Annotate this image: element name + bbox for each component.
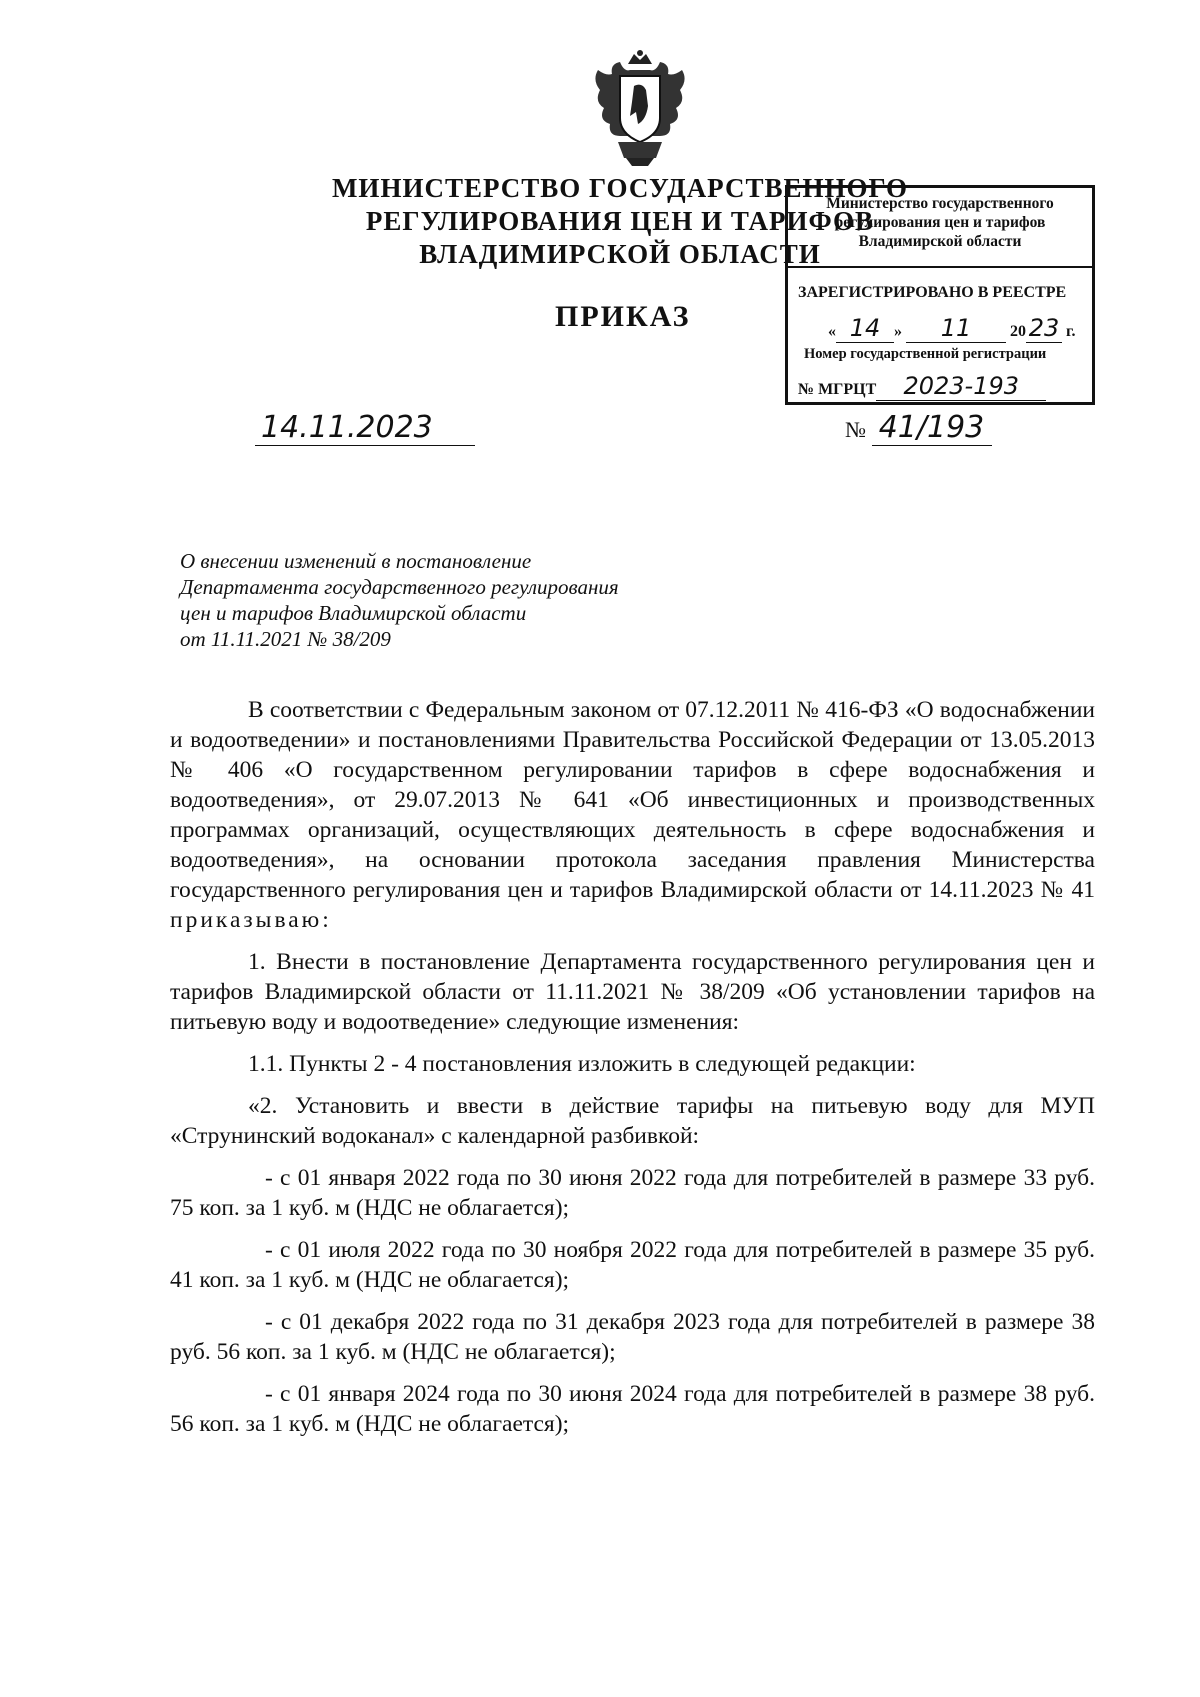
stamp-date-year-mark: г. [1066,323,1076,340]
stamp-date-open-quote: « [828,323,836,340]
stamp-date-month: 11 [940,314,972,342]
stamp-divider [788,266,1092,268]
tariff-item: - с 01 июля 2022 года по 30 ноября 2022 года для потребителей в размере 35 руб. 41 коп. за 1 куб. м (НДС не облагается); [170,1237,1095,1293]
subject-line-4: от 11.11.2021 № 38/209 [180,627,391,651]
subject-line-1: О внесении изменений в постановление [180,549,532,573]
stamp-org-line-1: Министерство государственного [826,195,1054,212]
stamp-organization [788,194,1092,251]
preamble-paragraph [170,695,1095,935]
tariff-item: - с 01 декабря 2022 года по 31 декабря 2023 года для потребителей в размере 38 руб. 56 коп. за 1 куб. м (НДС не облагается); [170,1309,1095,1365]
stamp-date-day: 14 [849,314,881,342]
preamble-text: В соответствии с Федеральным законом от 07.12.2011 № 416-ФЗ «О водоснабжении и водоотведении» и постановлениями Правительства Российской Федерации от 13.05.2013 № 406 «О государственном регулировании тарифов в сфере водоснабжения и водоотведения», от 29.07.2013 № 641 «Об инвестиционных и производственных программах организаций, осуществляющих деятельность в сфере водоснабжения и водоотведения», на основании протокола заседания правления Министерства государственного регулирования цен и тарифов Владимирской области от 14.11.2023 № 41 [170,697,1095,903]
stamp-reg-number [798,372,1046,401]
order-body [170,695,1095,1451]
tariff-item: - с 01 января 2022 года по 30 июня 2022 года для потребителей в размере 33 руб. 75 коп. за 1 куб. м (НДС не облагается); [170,1165,1095,1221]
stamp-org-line-3: Владимирской области [858,233,1022,250]
stamp-date [828,314,1075,343]
item-1-1-paragraph: 1.1. Пункты 2 - 4 постановления изложить в следующей редакции: [248,1051,916,1077]
stamp-registered-label: ЗАРЕГИСТРИРОВАНО В РЕЕСТРЕ [798,284,1067,301]
item-2-paragraph: «2. Установить и ввести в действие тарифы на питьевую воду для МУП «Струнинский водоканал» с календарной разбивкой: [170,1093,1095,1149]
stamp-date-year: 23 [1028,314,1060,342]
item-1-paragraph: 1. Внести в постановление Департамента государственного регулирования цен и тарифов Владимирской области от 11.11.2021 № 38/209 «Об установлении тарифов на питьевую воду и водоотведение» следующие изменения: [170,949,1095,1035]
order-word: приказываю: [170,907,332,933]
stamp-reg-number-value: 2023-193 [903,372,1020,400]
order-number-value: 41/193 [878,410,985,445]
order-date: 14.11.2023 [255,410,475,446]
subject-line-2: Департамента государственного регулирования [180,575,619,599]
order-number-label: № [845,417,866,442]
subject-line-3: цен и тарифов Владимирской области [180,601,527,625]
tariff-item: - с 01 января 2024 года по 30 июня 2024 года для потребителей в размере 38 руб. 56 коп. за 1 куб. м (НДС не облагается); [170,1381,1095,1437]
registration-stamp [785,185,1095,405]
order-subject [180,548,700,652]
order-number [845,410,992,446]
stamp-org-line-2: регулирования цен и тарифов [834,214,1046,231]
stamp-reg-number-label: Номер государственной регистрации [804,346,1047,362]
stamp-reg-prefix: № МГРЦТ [798,381,877,398]
coat-of-arms-icon [590,50,690,168]
ministry-line-1: МИНИСТЕРСТВО ГОСУДАРСТВЕННОГО [331,173,909,203]
stamp-date-close-quote: » [894,323,902,340]
ministry-line-2: РЕГУЛИРОВАНИЯ ЦЕН И ТАРИФОВ [365,206,875,236]
document-type: ПРИКАЗ [555,300,691,333]
stamp-date-year-prefix: 20 [1010,323,1026,340]
ministry-line-3: ВЛАДИМИРСКОЙ ОБЛАСТИ [419,239,821,269]
